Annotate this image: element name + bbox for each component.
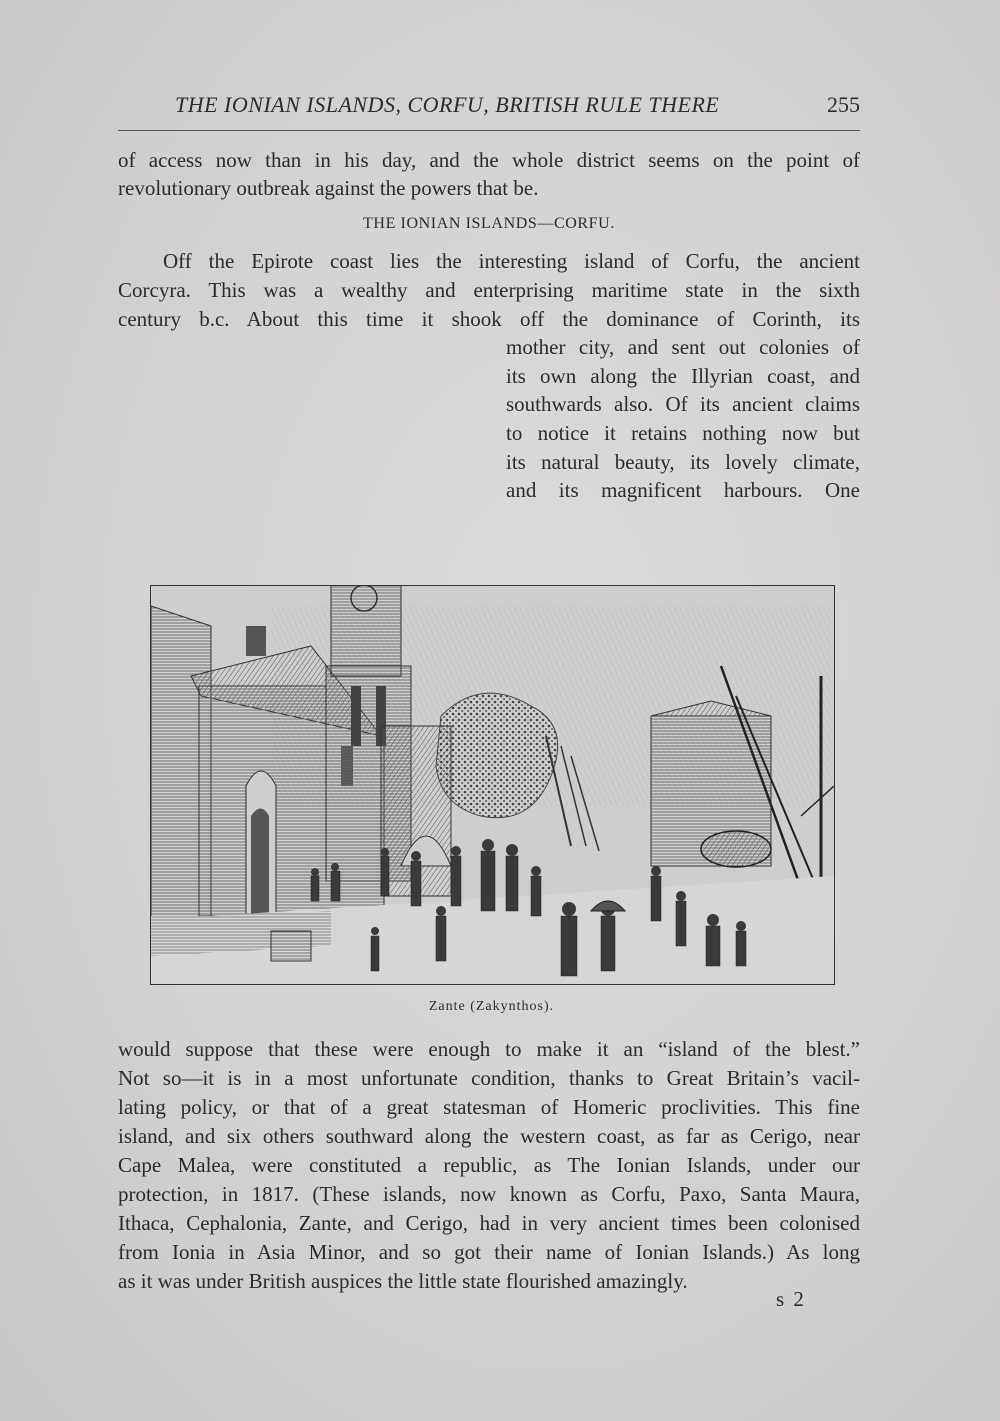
wrap-line-3: southwards also. Of its ancient claims [506, 392, 860, 416]
wrap-line-4: to notice it retains nothing now but [506, 421, 860, 445]
figure-caption: Zante (Zakynthos). [428, 999, 555, 1014]
body-line-1: Off the Epirote coast lies the interesting island of Corfu, the ancient [163, 249, 860, 273]
intro-line-2: revolutionary outbreak against the powers that be. [118, 176, 539, 200]
section-heading: THE IONIAN ISLANDS—CORFU. [363, 215, 615, 232]
wrap-line-5: its natural beauty, its lovely climate, [506, 450, 860, 474]
signature-mark: s 2 [776, 1287, 806, 1311]
engraving-figure [150, 585, 835, 985]
lower-line-2: Not so—it is in a most unfortunate condition, thanks to Great Britain’s vacil- [118, 1066, 860, 1090]
header-rule [118, 130, 860, 131]
wrap-line-1: mother city, and sent out colonies of [506, 335, 860, 359]
lower-line-4: island, and six others southward along the western coast, as far as Cerigo, near [118, 1124, 860, 1148]
body-line-2: Corcyra. This was a wealthy and enterprising maritime state in the sixth [118, 278, 860, 302]
intro-line-1: of access now than in his day, and the whole district seems on the point of [118, 148, 860, 172]
lower-line-7: Ithaca, Cephalonia, Zante, and Cerigo, had in very ancient times been colonised [118, 1211, 860, 1235]
running-title: THE IONIAN ISLANDS, CORFU, BRITISH RULE THERE [175, 92, 720, 117]
wrap-line-2: its own along the Illyrian coast, and [506, 364, 860, 388]
lower-line-5: Cape Malea, were constituted a republic, as The Ionian Islands, under our [118, 1153, 860, 1177]
lower-line-9: as it was under British auspices the little state flourished amazingly. [118, 1269, 688, 1293]
engraving-illustration [151, 586, 834, 984]
lower-line-3: lating policy, or that of a great statesman of Homeric proclivities. This fine [118, 1095, 860, 1119]
page-number: 255 [827, 92, 860, 117]
running-head [120, 92, 860, 122]
lower-line-1: would suppose that these were enough to make it an “island of the blest.” [118, 1037, 860, 1061]
lower-line-6: protection, in 1817. (These islands, now known as Corfu, Paxo, Santa Maura, [118, 1182, 860, 1206]
wrap-line-6: and its magnificent harbours. One [506, 478, 860, 502]
body-line-3: century b.c. About this time it shook off the dominance of Corinth, its [118, 307, 860, 331]
lower-line-8: from Ionia in Asia Minor, and so got their name of Ionian Islands.) As long [118, 1240, 860, 1264]
